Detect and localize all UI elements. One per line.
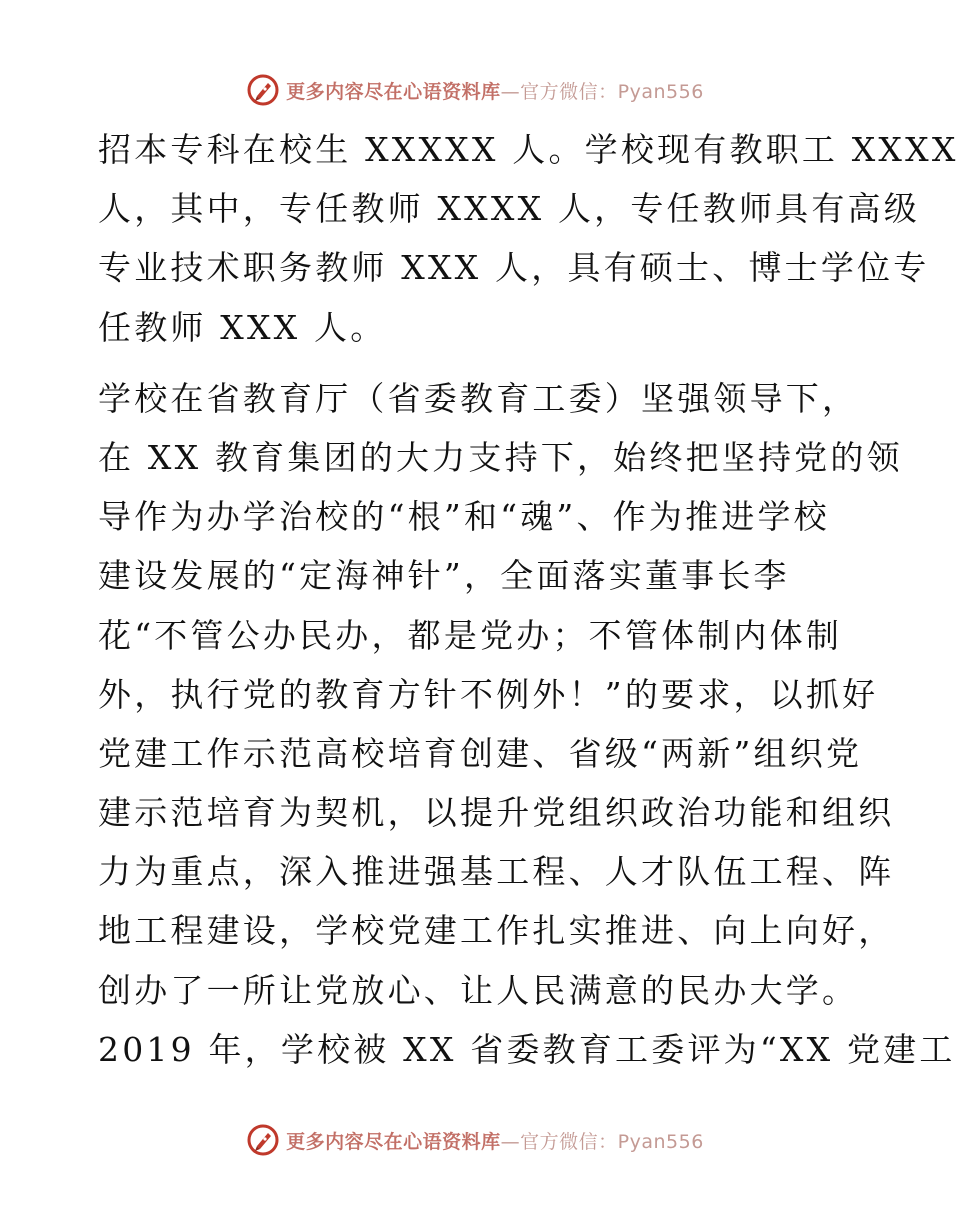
text-line: 党建工作示范高校培育创建、省级“两新”组织党 (98, 733, 863, 773)
footer-banner (0, 1120, 950, 1160)
paragraph-2 (98, 369, 956, 1079)
text-line: 花“不管公办民办，都是党办；不管体制内体制 (98, 615, 843, 655)
text-line: 创办了一所让党放心、让人民满意的民办大学。 (98, 970, 859, 1010)
text-line: 外，执行党的教育方针不例外！”的要求，以抓好 (98, 674, 879, 714)
footer-banner-text (286, 1127, 704, 1154)
text-line: 任教师 XXX 人。 (98, 307, 387, 347)
header-banner-text (286, 77, 704, 104)
header-banner-rest: —官方微信：Pyan556 (500, 80, 704, 103)
text-line: 在 XX 教育集团的大力支持下，始终把坚持党的领 (98, 437, 903, 477)
header-banner-bold: 更多内容尽在心语资料库 (286, 80, 501, 103)
text-line: 建设发展的“定海神针”，全面落实董事长李 (98, 556, 790, 596)
text-line: 建示范培育为契机，以提升党组织政治功能和组织 (98, 793, 895, 833)
text-line: 学校在省教育厅（省委教育工委）坚强领导下， (98, 378, 859, 418)
footer-banner-bold: 更多内容尽在心语资料库 (286, 1130, 501, 1153)
text-line: 人，其中，专任教师 XXXX 人，专任教师具有高级 (98, 189, 920, 229)
document-body (98, 120, 959, 1079)
paragraph-gap (98, 357, 858, 369)
text-line: 专业技术职务教师 XXX 人，具有硕士、博士学位专 (98, 248, 930, 288)
text-line: 导作为办学治校的“根”和“魂”、作为推进学校 (98, 497, 830, 537)
paragraph-1 (98, 120, 959, 357)
header-banner (0, 70, 950, 110)
pen-nib-logo-icon (246, 1123, 280, 1157)
pen-nib-logo-icon (246, 73, 280, 107)
footer-banner-rest: —官方微信：Pyan556 (500, 1130, 704, 1153)
text-line: 地工程建设，学校党建工作扎实推进、向上向好， (98, 911, 895, 951)
text-line: 招本专科在校生 XXXXX 人。学校现有教职工 XXXX (98, 130, 959, 169)
text-line: 力为重点，深入推进强基工程、人才队伍工程、阵 (98, 852, 895, 892)
text-line: 2019 年，学校被 XX 省委教育工委评为“XX 党建工 (98, 1029, 956, 1069)
